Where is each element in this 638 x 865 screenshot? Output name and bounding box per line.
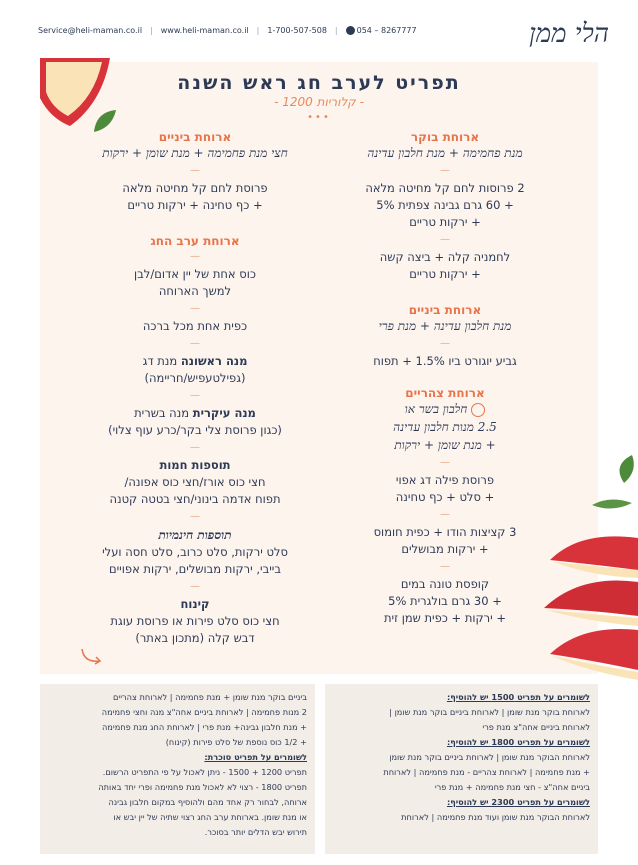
breakfast-heading: ארוחת בוקר [410,130,480,144]
variant-2300-heading: לשומרים על תפריט 2300 יש להוסיף: [446,797,590,807]
hot-sides-1: חצי כוס אורז/חצי כוס אפונה/ [124,475,266,489]
leaf-icon [592,495,632,513]
email-link[interactable]: Service@heli-maman.co.il [38,26,143,35]
leaf-icon [612,455,636,485]
breakfast-item: 2 פרוסות לחם קל מחיטה מלאה [365,181,525,195]
divider: — [190,165,200,176]
snack-heading: ארוחת ביניים [158,130,232,144]
dessert-label: קינוח [180,597,210,611]
dots-divider: ••• [307,112,331,123]
lunch-alt2: + 30 גרם בולגרית 5% [388,594,502,608]
main-course-note: (כגון פרוסת צלי בקר/כרע עוף צלוי) [108,423,282,437]
snack-item: פרוסת לחם קל מחיטה מלאה [122,181,268,195]
divider: — [190,581,200,592]
divider: — [190,338,200,349]
lunch-summary-1: חלבון בשר או [404,402,468,416]
main-course-label: מנה עיקרית [192,406,256,420]
lunch-summary [325,400,565,418]
variant-1500-line: לארוחת בוקר מנת שומן | לארוחת ביניים בוקר מנת שומן | [389,707,590,717]
breakfast-alt: לחמניה קלה + ביצה קשה [379,250,511,264]
first-course-note: (גפילטעפיש/חריימה) [144,371,246,385]
diabetes-heading: לשומרים על תפריט סוכרת: [204,752,307,762]
divider: — [440,165,450,176]
separator: | [256,26,260,35]
variant-2300-line: + מנת חלבון גבינה+ מנת פרי | לארוחת החג מנת פחמימה [101,722,307,732]
variant-2300-line: 2 מנות פחמימה | לארוחת ביניים אחה"צ מנה וחצי פחמימה [101,707,307,717]
whatsapp-text: 054 – 8267777 [356,26,417,35]
divider: — [190,390,200,401]
breakfast-alt: + ירקות טריים [409,267,481,281]
divider: — [440,234,450,245]
divider: — [440,561,450,572]
diabetes-line: או מנת שומן. בארוחת ערב החג רצוי שתיה של יין יבש או [113,812,307,822]
variant-2300-line: ביניים בוקר מנת שומן + מנת פחמימה | לארוחת צהריים [112,692,307,702]
whatsapp-number[interactable] [346,26,417,35]
flower-icon [471,403,485,417]
free-sides-2: בייבי, ירקות מבושלים, ירקות אפויים [108,562,282,576]
free-sides-1: סלט ירקות, סלט כרוב, סלט חסה ועלי [102,545,288,559]
main-course-text: מנה בשרית [134,406,190,420]
dessert-1: חצי כוס סלט פירות או פרוסת עוגת [110,614,280,628]
lunch-alt2: + ירקות + כפית שמן זית [383,611,507,625]
page-title: תפריט לערב חג ראש השנה [177,72,461,94]
calories-subtitle: - 1200 קלוריות - [274,95,364,109]
divider: — [440,338,450,349]
bracha-line: כפית אחת מכל ברכה [142,319,248,333]
separator: | [150,26,153,35]
snack1-heading: ארוחת ביניים [408,303,482,317]
lunch-alt: 3 קציצות הודו + כפית חומוס [373,525,517,539]
first-course-label: מנה ראשונה [180,354,248,368]
lunch-summary-2: 2.5 מנות חלבון עדינה [393,420,497,434]
snack-item: + כף טחינה + ירקות טריים [127,198,263,212]
divider: — [190,511,200,522]
divider: — [190,251,200,262]
divider: — [440,457,450,468]
lunch-summary-3: + מנת שומן + ירקות [394,438,496,452]
hot-sides-2: תפוח אדמה בינוני/חצי בטטה קטנה [109,492,281,506]
variant-2300-line: + 1/2 כוס נוספת של סלט פירות (קינוח) [165,737,307,747]
left-column [70,128,320,647]
hot-sides-label: תוספות חמות [159,458,231,472]
lunch-alt2: קופסת טונה במים [400,577,490,591]
dinner-heading: ארוחת ערב החג [150,234,240,248]
calorie-variants-box [325,684,598,854]
variant-1500-heading: לשומרים על תפריט 1500 יש להוסיף: [446,692,590,702]
variant-1800-line: ביניים אחה"צ - חצי מנת פחמימה + מנת פרי [434,782,590,792]
lunch-item: פרוסת פילה דג אפוי [395,473,495,487]
divider: — [440,509,450,520]
free-sides-label: תוספות חינמיות [158,528,232,542]
snack1-item: גביע יוגורט ביו 1.5% + תפוח [373,354,517,368]
logo-text: הלי ממן [529,19,609,49]
wine-line: כוס אחת של יין אדום/לבן [134,267,256,281]
divider: — [190,442,200,453]
arrow-icon [78,645,104,667]
diabetes-line: תירוש יבש הדלים יותר בסוכר. [204,827,307,837]
right-column [325,128,565,627]
whatsapp-icon [346,26,355,35]
dessert-2: דבש קלה (מתכון באתר) [135,631,255,645]
lunch-heading-text: ארוחת צהריים [405,386,485,400]
lunch-item: + סלט + כף טחינה [395,490,495,504]
header [0,0,638,60]
main-course [70,405,320,422]
variant-1800-line: לארוחת הבוקר מנת שומן | לארוחת ביניים בוקר מנת שומן [389,752,590,762]
lunch-heading [325,386,565,400]
snack-summary: חצי מנת פחמימה + מנת שומן + ירקות [102,146,288,160]
variant-1800-heading: לשומרים על תפריט 1800 יש להוסיף: [446,737,590,747]
diabetes-line: תפריט 1200 + 1500 - ניתן לאכול על פי התפריט הרשום. [102,767,307,777]
variant-2300-line: לארוחת הבוקר מנת שומן ועוד מנת פחמימה | לארוחת [401,812,590,822]
breakfast-item: + 60 גרם גבינה צפתית 5% [376,198,514,212]
diabetes-box [40,684,315,854]
snack1-summary: מנת חלבון עדינה + מנת פרי [378,319,512,333]
phone-number[interactable]: 1-700-507-508 [267,26,327,35]
first-course-text: מנת דג [142,354,178,368]
wine-line-2: למשך הארוחה [158,284,232,298]
logo [504,8,614,56]
website-link[interactable]: www.heli-maman.co.il [160,26,249,35]
breakfast-summary: מנת פחמימה + מנת חלבון עדינה [367,146,523,160]
diabetes-line: ארוחה, לבחור רק אחד מהם ולהוסיף במקום חלבון גבינה [108,797,307,807]
variant-1500-line: לארוחת ביניים אחה"צ מנת פרי [482,722,590,732]
lunch-alt: + ירקות מבושלים [401,542,489,556]
first-course [70,353,320,370]
variant-1800-line: + מנת פחמימה | לארוחת צהריים - מנת פחמימה | לארוחת [383,767,590,777]
contact-bar [38,26,417,35]
breakfast-item: + ירקות טריים [409,215,481,229]
divider: — [190,303,200,314]
diabetes-line: תפריט 1800 - רצוי לא לאכול מנת פחמימה ופרי יחד באותה [98,782,307,792]
separator: | [334,26,338,35]
